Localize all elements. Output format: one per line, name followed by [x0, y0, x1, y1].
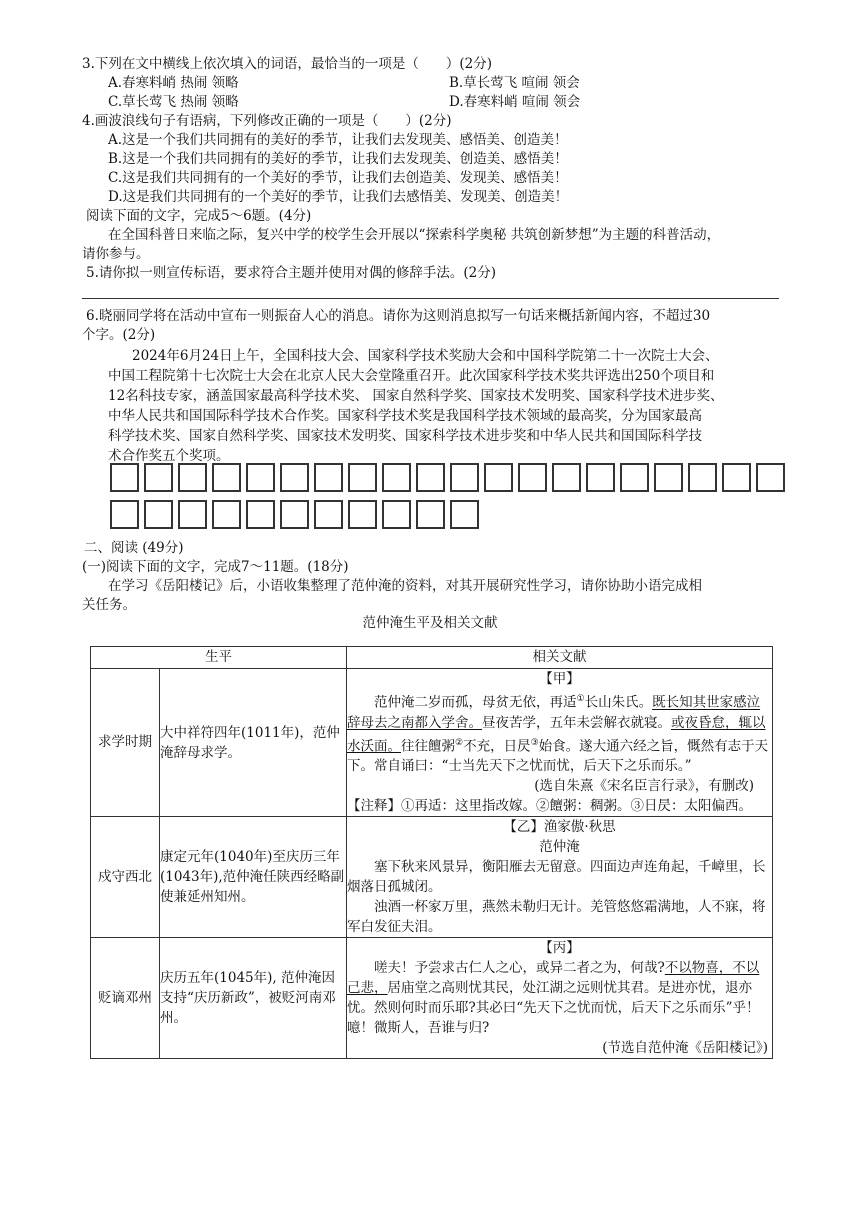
q5-stem: 5.请你拟一则宣传标语，要求符合主题并使用对偶的修辞手法。(2分)	[86, 265, 497, 281]
underlined-phrase: 不以物喜，不以己悲，	[347, 960, 760, 996]
row1-lit-notes: 【注释】①再适：这里指改嫁。②饘粥：稠粥。③日昃：太阳偏西。	[347, 798, 752, 814]
row3-period: 贬谪邓州	[91, 938, 160, 1059]
q4-stem: 4.画波浪线句子有语病，下列修改正确的一项是（ ）(2分)	[82, 113, 452, 129]
answer-box[interactable]	[280, 500, 309, 529]
reading56-paragraph-line1: 在全国科普日来临之际，复兴中学的校学生会开展以“探索科学奥秘 共筑创新梦想”为主题的科普活动，	[108, 227, 721, 243]
answer-box[interactable]	[654, 463, 683, 492]
answer-box[interactable]	[178, 500, 207, 529]
q3-option-a: A.春寒料峭 热闹 领略	[108, 75, 239, 91]
answer-box[interactable]	[178, 463, 207, 492]
row1-period: 求学时期	[91, 669, 160, 817]
row1-bio: 大中祥符四年(1011年)，范仲淹辞母求学。	[160, 669, 347, 817]
row3-literature	[347, 938, 773, 1059]
table-row	[91, 938, 773, 1059]
q6-news-line4: 中华人民共和国国际科学技术合作奖。国家科学技术奖是我国科学技术领域的最高奖，分为国家最高	[108, 408, 702, 424]
answer-box[interactable]	[246, 500, 275, 529]
q3-option-b: B.草长莺飞 喧闹 领会	[449, 75, 580, 91]
q3-option-c: C.草长莺飞 热闹 领略	[108, 94, 239, 110]
q6-news-line2: 中国工程院第十七次院士大会在北京人民大会堂隆重召开。此次国家科学技术奖共评选出250个项目和	[108, 368, 715, 384]
answer-box[interactable]	[144, 463, 173, 492]
q6-stem-line1: 6.晓丽同学将在活动中宣布一则振奋人心的消息。请你为这则消息拟写一句话来概括新闻内容，不超过30	[86, 308, 711, 324]
section2-intro-line1: 在学习《岳阳楼记》后，小语收集整理了范仲淹的资料，对其开展研究性学习，请你协助小语完成相	[108, 578, 702, 594]
row2-lit-stanza1: 塞下秋来风景异，衡阳雁去无留意。四面边声连角起，千嶂里，长烟落日孤城闭。	[347, 859, 766, 895]
underlined-sentence-1: 既长知其世家感泣辞母去之南都入学舍。	[347, 694, 761, 731]
answer-box[interactable]	[484, 463, 513, 492]
q4-option-b: B.这是一个我们共同拥有的美好的季节，让我们去发现美、创造美、感悟美！	[108, 151, 568, 167]
row1-lit-paragraph: 范仲淹二岁而孤，母贫无依，再适①长山朱氏。既长知其世家感泣辞母去之南都入学舍。昼夜苦学，五年未尝解衣就寝。或夜昏怠，辄以水沃面。往往饘粥②不充，日昃③始食。遂大通六经之旨，慨然有志于天下。常自诵曰：“士当先天下之忧而忧，后天下之乐而乐。”	[347, 694, 769, 774]
row1-lit-source: (选自朱熹《宋名臣言行录》，有删改)	[534, 778, 754, 794]
table-title: 范仲淹生平及相关文献	[362, 615, 498, 631]
row3-lit-label: 【丙】	[539, 940, 580, 956]
section2-heading: 二、阅读 (49分)	[84, 540, 184, 556]
answer-box[interactable]	[450, 500, 479, 529]
answer-box[interactable]	[212, 463, 241, 492]
row3-lit-source: (节选自范仲淹《岳阳楼记》)	[602, 1040, 768, 1056]
table-row	[91, 669, 773, 817]
table-header-bio: 生平	[91, 647, 347, 669]
q4-option-c: C.这是我们共同拥有的一个美好的季节，让我们去创造美、发现美、感悟美！	[108, 170, 568, 186]
table-header-literature: 相关文献	[347, 647, 773, 669]
row2-bio: 康定元年(1040年)至庆历三年 (1043年),范仲淹任陕西经略副使兼延州知州。	[160, 817, 347, 938]
answer-box[interactable]	[144, 500, 173, 529]
answer-box[interactable]	[212, 500, 241, 529]
section2-subheading: (一)阅读下面的文字，完成7～11题。(18分)	[82, 559, 349, 575]
answer-box[interactable]	[416, 500, 445, 529]
row2-lit-label: 【乙】渔家傲·秋思	[503, 819, 616, 835]
answer-box[interactable]	[552, 463, 581, 492]
answer-box[interactable]	[348, 500, 377, 529]
answer-box[interactable]	[450, 463, 479, 492]
reading56-paragraph-line2: 请你参与。	[82, 246, 150, 262]
q6-answer-grid-row1[interactable]	[110, 463, 790, 492]
answer-box[interactable]	[110, 463, 139, 492]
row2-lit-stanza2: 浊酒一杯家万里，燕然未勒归无计。羌管悠悠霜满地，人不寐，将军白发征夫泪。	[347, 899, 766, 935]
answer-box[interactable]	[586, 463, 615, 492]
q4-option-d: D.这是我们共同拥有的一个美好的季节，让我们去感悟美、发现美、创造美！	[108, 189, 569, 205]
answer-box[interactable]	[756, 463, 785, 492]
answer-box[interactable]	[722, 463, 751, 492]
q6-news-line6: 术合作奖五个奖项。	[108, 448, 230, 464]
q6-answer-grid-row2[interactable]	[110, 500, 484, 529]
answer-box[interactable]	[382, 500, 411, 529]
answer-box[interactable]	[280, 463, 309, 492]
underlined-sentence-2: 或夜昏怠，辄以水沃面。	[347, 714, 766, 754]
q3-stem: 3.下列在文中横线上依次填入的词语，最恰当的一项是（ ）(2分)	[82, 56, 493, 72]
fan-zhongyan-table	[90, 646, 773, 1059]
row1-lit-label: 【甲】	[539, 671, 580, 687]
section2-intro-line2: 关任务。	[82, 597, 136, 613]
q6-stem-line2: 个字。(2分)	[82, 327, 156, 343]
answer-box[interactable]	[416, 463, 445, 492]
reading56-intro: 阅读下面的文字，完成5～6题。(4分)	[86, 208, 312, 224]
answer-box[interactable]	[518, 463, 547, 492]
row2-literature	[347, 817, 773, 938]
q6-news-line3: 12名科技专家，涵盖国家最高科学技术奖、 国家自然科学奖、国家技术发明奖、国家科学技术进步奖、	[108, 388, 724, 404]
row2-period: 戍守西北	[91, 817, 160, 938]
answer-box[interactable]	[246, 463, 275, 492]
q3-option-d: D.春寒料峭 喧闹 领会	[449, 94, 581, 110]
answer-box[interactable]	[382, 463, 411, 492]
answer-box[interactable]	[314, 500, 343, 529]
q6-news-line5: 科学技术奖、国家自然科学奖、国家技术发明奖、国家科学技术进步奖和中华人民共和国国际科学技	[108, 428, 702, 444]
answer-box[interactable]	[314, 463, 343, 492]
row1-literature	[347, 669, 773, 817]
answer-box[interactable]	[110, 500, 139, 529]
answer-box[interactable]	[688, 463, 717, 492]
answer-box[interactable]	[348, 463, 377, 492]
row2-lit-author: 范仲淹	[539, 839, 580, 855]
table-row	[91, 817, 773, 938]
row3-bio: 庆历五年(1045年), 范仲淹因支持“庆历新政”，被贬河南邓州。	[160, 938, 347, 1059]
row3-lit-paragraph: 嗟夫！予尝求古仁人之心，或异二者之为，何哉?不以物喜，不以己悲，居庙堂之高则忧其民，处江湖之远则忧其君。是进亦忧，退亦忧。然则何时而乐耶?其必曰“先天下之忧而忧，后天下之乐而乐”乎！噫！微斯人，吾谁与归?	[347, 960, 760, 1036]
q6-news-line1: 2024年6月24日上午，全国科技大会、国家科学技术奖励大会和中国科学院第二十一次院士大会、	[132, 348, 719, 364]
q4-option-a: A.这是一个我们共同拥有的美好的季节，让我们去发现美、感悟美、创造美！	[108, 132, 568, 148]
answer-box[interactable]	[620, 463, 649, 492]
q5-answer-line[interactable]	[82, 298, 779, 299]
